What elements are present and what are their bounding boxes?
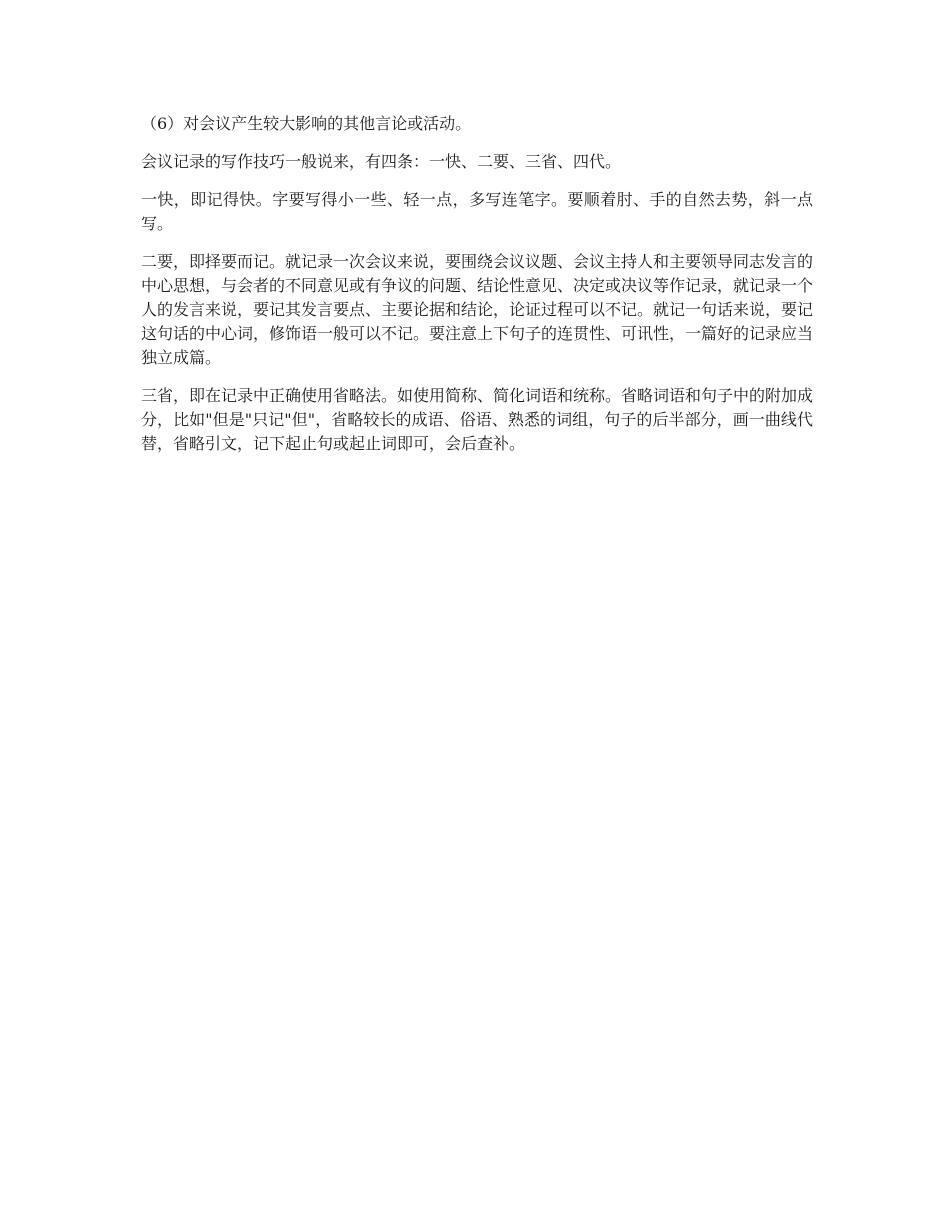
paragraph-essentials: 二要，即择要而记。就记录一次会议来说，要围绕会议议题、会议主持人和主要领导同志发言的中心思想，与会者的不同意见或有争议的问题、结论性意见、决定或决议等作记录，就记录一个人的发言来说，要记其发言要点、主要论据和结论，论证过程可以不记。就记一句话来说，要记这句话的中心词，修饰语一般可以不记。要注意上下句子的连贯性、可讯性，一篇好的记录应当独立成篇。	[141, 252, 814, 367]
paragraph-item-6: （6）对会议产生较大影响的其他言论或活动。	[141, 114, 472, 133]
paragraph-omission: 三省，即在记录中正确使用省略法。如使用简称、简化词语和统称。省略词语和句子中的附加成分，比如"但是"只记"但"，省略较长的成语、俗语、熟悉的词组，句子的后半部分，画一曲线代替，省略引文，记下起止句或起止词即可，会后查补。	[141, 386, 814, 453]
document-page	[141, 112, 813, 470]
paragraph-fast: 一快，即记得快。字要写得小一些、轻一点，多写连笔字。要顺着肘、手的自然去势，斜一点写。	[141, 190, 813, 233]
paragraph-writing-techniques: 会议记录的写作技巧一般说来，有四条：一快、二要、三省、四代。	[141, 152, 622, 171]
